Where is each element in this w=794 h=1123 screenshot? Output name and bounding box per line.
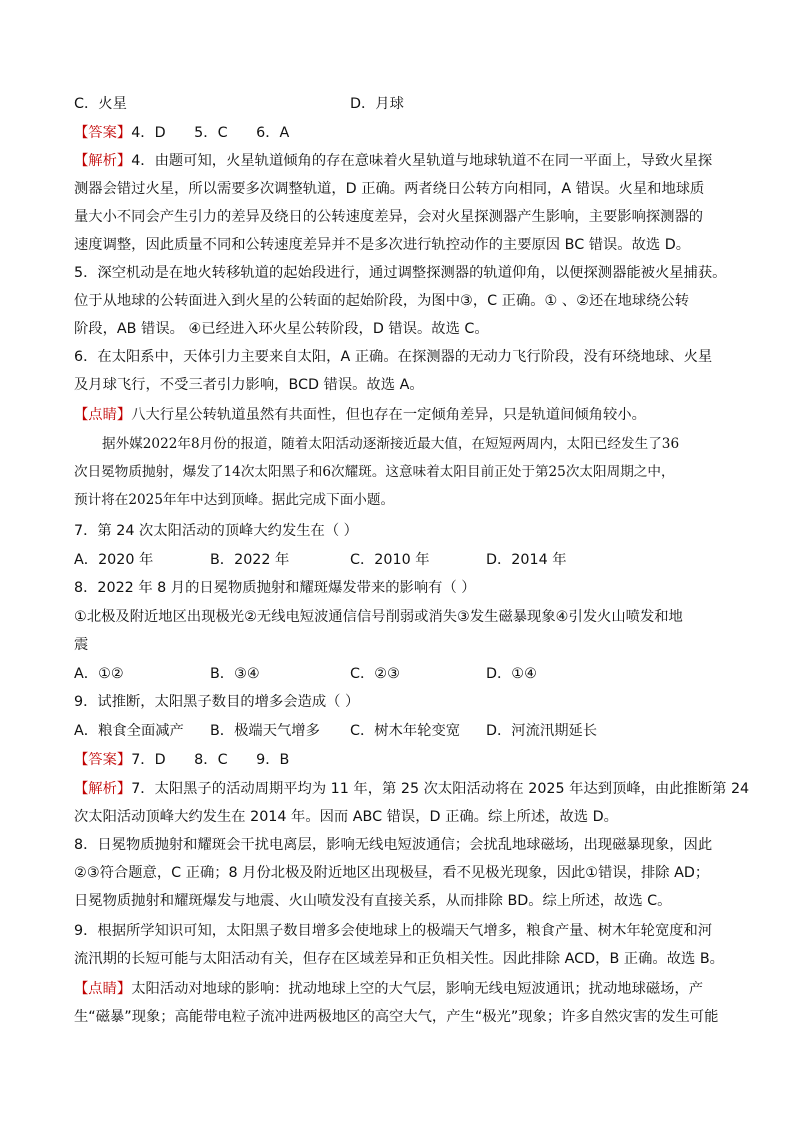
answer-line-2 — [74, 751, 289, 769]
question-8-stem: 8．2022 年 8 月的日冕物质抛射和耀斑爆发带来的影响有（ ） — [74, 580, 476, 596]
analysis-line: 流汛期的长短可能与太阳活动有关，但存在区域差异和正负相关性。因此排除 ACD，B 正确。故选 B。 — [74, 951, 724, 967]
analysis-line: 测器会错过火星，所以需要多次调整轨道，D 正确。两者绕日公转方向相同，A 错误。火星和地球质 — [74, 181, 705, 197]
answer-line-1 — [74, 124, 289, 142]
analysis-tag: 【解析】 — [74, 781, 132, 797]
q7-option-d: D．2014 年 — [486, 552, 567, 568]
q8-option-b: B．③④ — [210, 666, 260, 682]
option-c: C．火星 — [74, 96, 127, 112]
q9-option-d: D．河流汛期延长 — [486, 723, 598, 739]
tip-tag: 【点睛】 — [74, 407, 132, 423]
answer-text: 7．D 8．C 9．B — [131, 752, 290, 768]
analysis-line: 及月球飞行，不受三者引力影响，BCD 错误。故选 A。 — [74, 377, 424, 393]
answer-text: 4．D 5．C 6．A — [131, 125, 290, 141]
analysis-line: 阶段，AB 错误。 ④已经进入环火星公转阶段，D 错误。故选 C。 — [74, 321, 489, 337]
q9-option-b: B．极端天气增多 — [210, 723, 320, 739]
analysis-line: 8．日冕物质抛射和耀斑会干扰电离层，影响无线电短波通信；会扰乱地球磁场，出现磁暴现象，因此 — [74, 837, 713, 853]
analysis-line: 5．深空机动是在地火转移轨道的起始段进行，通过调整探测器的轨道仰角，以便探测器能被火星捕获。 — [74, 265, 727, 281]
tip-text: 八大行星公转轨道虽然有共面性，但也存在一定倾角差异，只是轨道间倾角较小。 — [131, 407, 646, 423]
analysis-line: 日冕物质抛射和耀斑爆发与地震、火山喷发没有直接关系，从而排除 BD。综上所述，故选 C。 — [74, 893, 672, 909]
tip-tag: 【点睛】 — [74, 981, 132, 997]
analysis-line: 6．在太阳系中，天体引力主要来自太阳，A 正确。在探测器的无动力飞行阶段，没有环绕地球、火星 — [74, 349, 713, 365]
q9-option-c: C．树木年轮变宽 — [350, 723, 461, 739]
tip-line — [74, 406, 646, 424]
analysis-line: 量大小不同会产生引力的差异及绕日的公转速度差异，会对火星探测器产生影响，主要影响探测器的 — [74, 209, 704, 225]
question-8-items: 震 — [74, 637, 89, 653]
analysis-line: ②③符合题意，C 正确；8 月份北极及附近地区出现极昼，看不见极光现象，因此①错误，排除 AD； — [74, 865, 710, 881]
analysis-line: 9．根据所学知识可知，太阳黑子数目增多会使地球上的极端天气增多，粮食产量、树木年轮宽度和河 — [74, 923, 713, 939]
passage-line: 据外媒2022年8月份的报道，随着太阳活动逐渐接近最大值，在短短两周内，太阳已经发生了36 — [102, 436, 680, 452]
q8-option-d: D．①④ — [486, 666, 537, 682]
tip-text: 太阳活动对地球的影响：扰动地球上空的大气层，影响无线电短波通讯；扰动地球磁场，产 — [131, 981, 704, 997]
analysis-tag: 【解析】 — [74, 153, 132, 169]
analysis-line: 次太阳活动顶峰大约发生在 2014 年。因而 ABC 错误，D 正确。综上所述，故选 D。 — [74, 809, 618, 825]
tip-line — [74, 980, 703, 998]
analysis-line: 速度调整，因此质量不同和公转速度差异并不是多次进行轨控动作的主要原因 BC 错误。故选 D。 — [74, 237, 691, 253]
q7-option-b: B．2022 年 — [210, 552, 290, 568]
q9-option-a: A．粮食全面减产 — [74, 723, 184, 739]
question-9-stem: 9．试推断，太阳黑子数目的增多会造成（ ） — [74, 694, 360, 710]
answer-tag: 【答案】 — [74, 125, 132, 141]
passage-line: 预计将在2025年年中达到顶峰。据此完成下面小题。 — [74, 492, 395, 508]
analysis-text: 7．太阳黑子的活动周期平均为 11 年，第 25 次太阳活动将在 2025 年达到顶峰，由此推断第 24 — [131, 781, 750, 797]
q7-option-c: C．2010 年 — [350, 552, 430, 568]
q8-option-c: C．②③ — [350, 666, 400, 682]
question-8-items: ①北极及附近地区出现极光②无线电短波通信信号削弱或消失③发生磁暴现象④引发火山喷发和地 — [74, 609, 683, 625]
answer-tag: 【答案】 — [74, 752, 132, 768]
question-7-stem: 7．第 24 次太阳活动的顶峰大约发生在（ ） — [74, 523, 358, 539]
tip-line: 生“磁暴”现象；高能带电粒子流冲进两极地区的高空大气，产生“极光”现象；许多自然灾害的发生可能 — [74, 1009, 719, 1025]
analysis-line — [74, 152, 712, 170]
analysis-line — [74, 780, 749, 798]
q8-option-a: A．①② — [74, 666, 124, 682]
analysis-line: 位于从地球的公转面进入到火星的公转面的起始阶段，为图中③，C 正确。① 、②还在地球绕公转 — [74, 293, 690, 309]
passage-line: 次日冕物质抛射，爆发了14次太阳黑子和6次耀斑。这意味着太阳目前正处于第25次太阳周期之中， — [74, 464, 675, 480]
option-d: D．月球 — [350, 96, 404, 112]
analysis-text: 4．由题可知，火星轨道倾角的存在意味着火星轨道与地球轨道不在同一平面上，导致火星探 — [131, 153, 713, 169]
q7-option-a: A．2020 年 — [74, 552, 154, 568]
